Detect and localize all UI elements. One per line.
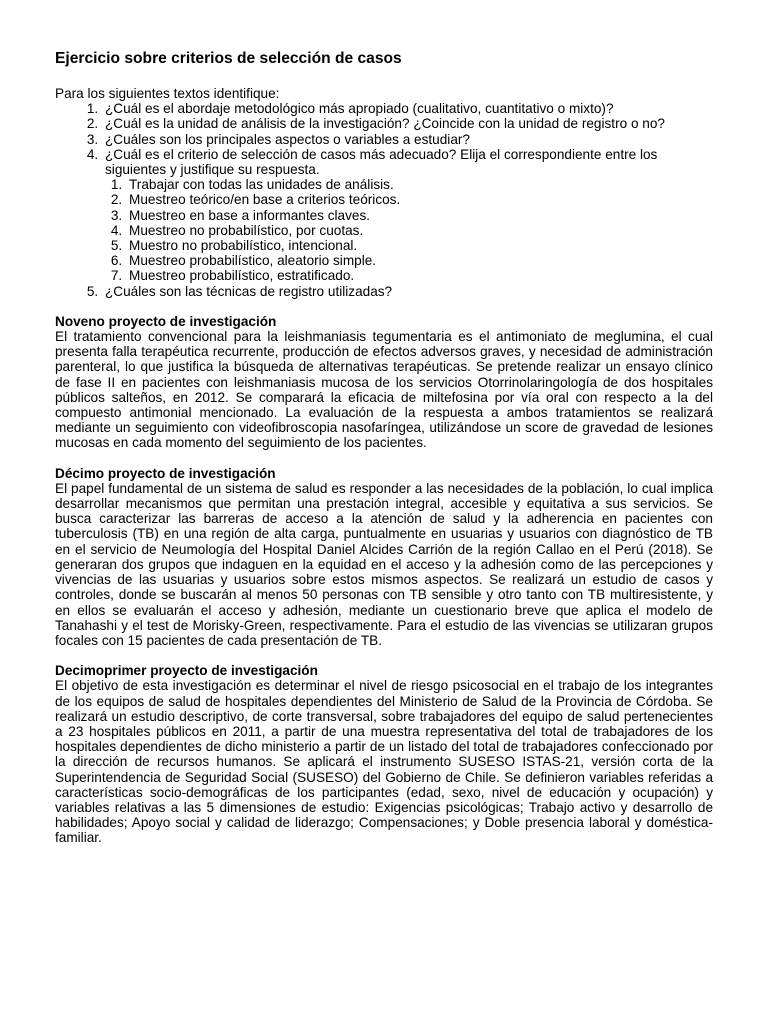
criteria-list xyxy=(105,177,713,283)
criteria-item: 2. Muestreo teórico/en base a criterios teóricos. xyxy=(126,192,713,207)
questions-list xyxy=(55,101,713,299)
section-title: Décimo proyecto de investigación xyxy=(55,465,276,481)
document-title: Ejercicio sobre criterios de selección de casos xyxy=(55,50,402,67)
question-item xyxy=(102,147,713,284)
section-title: Noveno proyecto de investigación xyxy=(55,313,277,329)
criteria-item: 3. Muestreo en base a informantes claves. xyxy=(126,208,713,223)
section-body: El papel fundamental de un sistema de salud es responder a las necesidades de la población, lo cual implica desarrollar mecanismos que permitan una prestación integral, accesible y equitativa a sus servicios. Se busca caracterizar las barreras de acceso a la atención de salud y la adherencia en pacientes con tuberculosis (TB) en una región de alta carga, puntualmente en usuarias y usuarios con diagnóstico de TB en el servicio de Neumología del Hospital Daniel Alcides Carrión de la región Callao en el Perú (2018). Se generaran dos grupos que indaguen en la equidad en el acceso y la adhesión como de las percepciones y vivencias de las usuarias y usuarios sobre estos mismos aspectos. Se realizará un estudio de casos y controles, donde se buscarán al menos 50 personas con TB sensible y otro tanto con TB multiresistente, y en ellos se evaluarán el acceso y adhesión, mediante un cuestionario breve que aplica el modelo de Tanahashi y el test de Morisky-Green, respectivamente. Para el estudio de las vivencias se utilizaran grupos focales con 15 pacientes de cada presentación de TB. xyxy=(55,480,713,648)
criteria-item: 4. Muestreo no probabilístico, por cuotas. xyxy=(126,223,713,238)
question-item: 3. ¿Cuáles son los principales aspectos o variables a estudiar? xyxy=(102,132,713,147)
document-page xyxy=(55,50,713,846)
project-section-11 xyxy=(55,663,713,845)
section-body: El objetivo de esta investigación es determinar el nivel de riesgo psicosocial en el trabajo de los integrantes de los equipos de salud de hospitales dependientes del Ministerio de Salud de la Provincia de Córdoba. Se realizará un estudio descriptivo, de corte transversal, sobre trabajadores del equipo de salud pertenecientes a 23 hospitales públicos en 2011, a partir de una muestra representativa del total de trabajadores de los hospitales dependientes de dicho ministerio a partir de un listado del total de trabajadores confeccionado por la dirección de recursos humanos. Se aplicará el instrumento SUSESO ISTAS-21, versión corta de la Superintendencia de Seguridad Social (SUSESO) del Gobierno de Chile. Se definieron variables referidas a características socio-demográficas de los participantes (edad, sexo, nivel de educación y ocupación) y variables relativas a las 5 dimensiones de estudio: Exigencias psicológicas; Trabajo activo y desarrollo de habilidades; Apoyo social y calidad de liderazgo; Compensaciones; y Doble presencia laboral y doméstica-familiar. xyxy=(55,678,713,846)
question-item: 1. ¿Cuál es el abordaje metodológico más apropiado (cualitativo, cuantitativo o mixto)? xyxy=(102,101,713,116)
criteria-item: 1. Trabajar con todas las unidades de análisis. xyxy=(126,177,713,192)
question-item: 2. ¿Cuál es la unidad de análisis de la investigación? ¿Coincide con la unidad de registro o no? xyxy=(102,116,713,131)
criteria-item: 7. Muestreo probabilístico, estratificado. xyxy=(126,268,713,283)
question-item: 5. ¿Cuáles son las técnicas de registro utilizadas? xyxy=(102,284,713,299)
criteria-item: 5. Muestro no probabilístico, intencional. xyxy=(126,238,713,253)
section-title: Decimoprimer proyecto de investigación xyxy=(55,663,318,679)
instructions-intro: Para los siguientes textos identifique: xyxy=(55,86,280,101)
criteria-item: 6. Muestreo probabilístico, aleatorio simple. xyxy=(126,253,713,268)
question-text: ¿Cuál es el criterio de selección de casos más adecuado? Elija el correspondiente entre los siguientes y justifique su respuesta. xyxy=(105,146,658,178)
project-section-10 xyxy=(55,466,713,648)
project-section-9 xyxy=(55,314,713,451)
section-body: El tratamiento convencional para la leishmaniasis tegumentaria es el antimoniato de meglumina, el cual presenta falla terapéutica recurrente, producción de efectos adversos graves, y necesidad de administración parenteral, lo que justifica la búsqueda de alternativas terapéuticas. Se pretende realizar un ensayo clínico de fase II en pacientes con leishmaniasis mucosa de los servicios Otorrinolaringología de dos hospitales públicos salteños, en 2012. Se comparará la eficacia de miltefosina por vía oral con respecto a la del compuesto antimonial mencionado. La evaluación de la respuesta a ambos tratamientos se realizará mediante un seguimiento con videofibroscopia nasofaríngea, utilizándose un score de gravedad de lesiones mucosas en cada momento del seguimiento de los pacientes. xyxy=(55,329,713,451)
